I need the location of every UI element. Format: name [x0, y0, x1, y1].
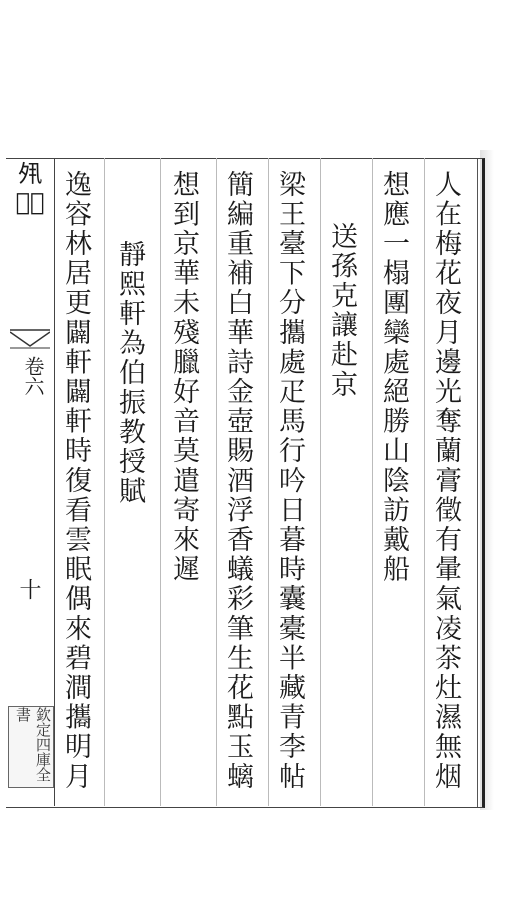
- page-number: 十: [16, 578, 41, 600]
- frame-inner-rule: [477, 159, 478, 807]
- column-rule: [320, 158, 321, 806]
- text-column-2: 想應一榻團欒處絕勝山陰訪戴船: [378, 170, 409, 585]
- text-column-1: 人在梅花夜月邊光奪蘭膏徵有暈氣凌茶灶濕無烟: [430, 170, 461, 792]
- poem-title-song-sun-kerang: 送孫克讓赴京: [326, 222, 357, 400]
- text-column-4: 梁王臺下分攜處疋馬行吟日暮時囊橐半藏青李帖: [274, 170, 305, 792]
- banxin-title: 𡖊𧃉𧃉: [15, 160, 45, 216]
- column-rule: [104, 158, 105, 806]
- column-rule: [268, 158, 269, 806]
- text-column-5: 簡編重補白華詩金壺賜酒浮香蟻彩筆生花點玉螭: [222, 170, 253, 792]
- column-rule: [424, 158, 425, 806]
- banxin-strip: [6, 158, 55, 806]
- fishtail-mark-icon: [10, 328, 50, 350]
- column-rule: [160, 158, 161, 806]
- column-rule: [216, 158, 217, 806]
- banxin-footer-text: 欽定四庫全書: [8, 706, 54, 788]
- text-column-6: 想到京華未殘臘好音莫遣寄來遲: [168, 170, 199, 585]
- column-rule: [372, 158, 373, 806]
- juan-number: 卷六: [21, 356, 45, 396]
- poem-title-jingxi-xuan: 靜熙軒為伯振教授賦: [114, 240, 145, 507]
- text-column-8: 逸容林居更闢軒闢軒時復看雲眠偶來碧澗攜明月: [60, 170, 91, 792]
